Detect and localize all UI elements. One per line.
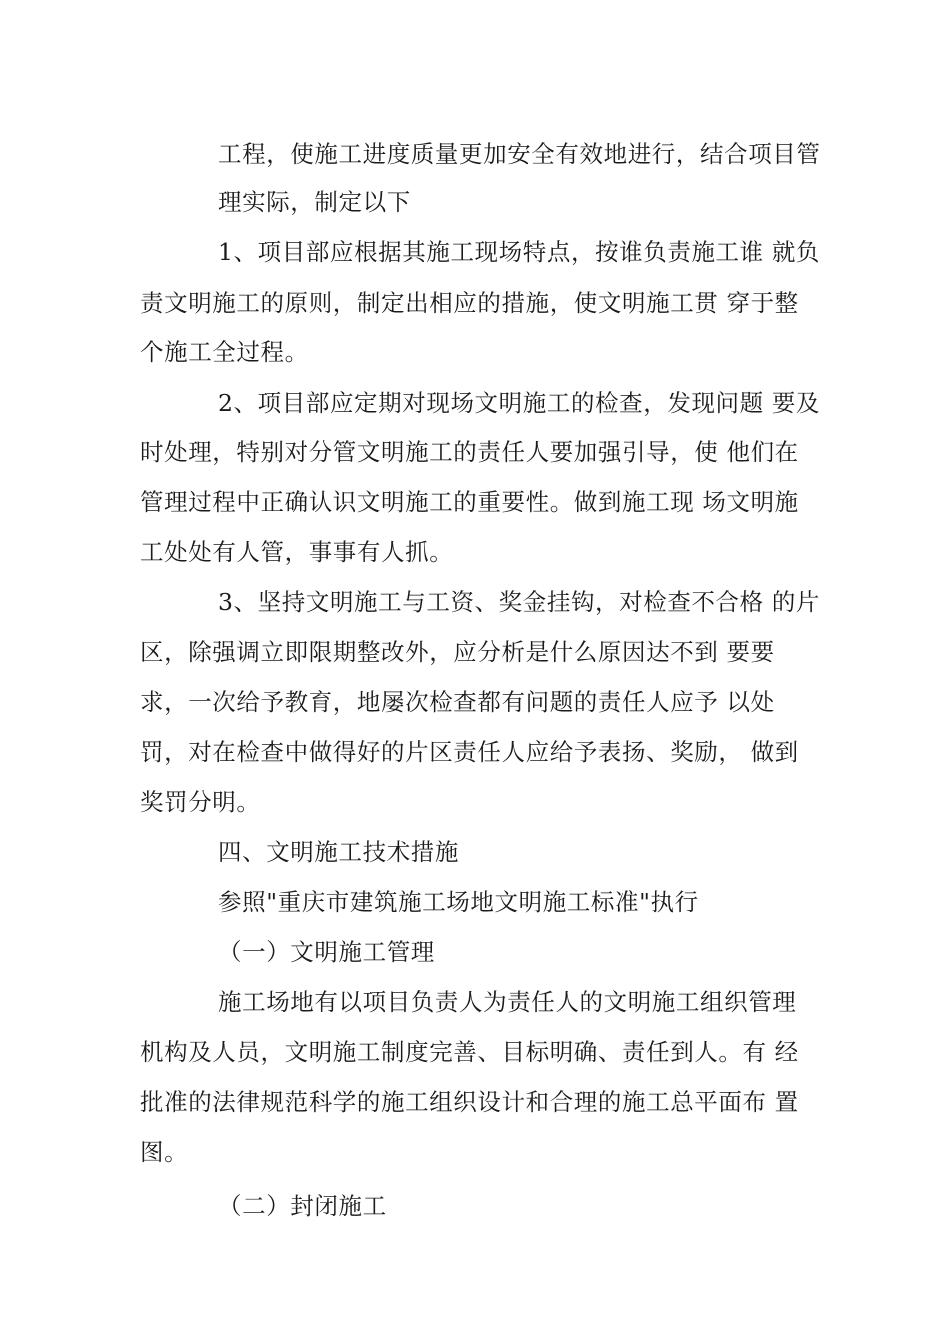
paragraph-2-line: 管理过程中正确认识文明施工的重要性。做到施工现 场文明施 <box>140 488 799 516</box>
paragraph-2-line: 工处处有人管，事事有人抓。 <box>140 538 454 566</box>
paragraph-4-line: 施工场地有以项目负责人为责任人的文明施工组织管理 <box>218 988 797 1016</box>
text-line: 工程，使施工进度质量更加安全有效地进行，结合项目管 <box>218 140 821 168</box>
paragraph-3-line: 奖罚分明。 <box>140 788 261 816</box>
paragraph-4-line: 机构及人员，文明施工制度完善、目标明确、责任到人。有 经 <box>140 1038 799 1066</box>
subsection-heading: （一）文明施工管理 <box>218 938 435 966</box>
paragraph-3-line: 罚，对在检查中做得好的片区责任人应给予表扬、奖励， 做到 <box>140 738 799 766</box>
paragraph-1-line: 1、项目部应根据其施工现场特点，按谁负责施工谁 就负 <box>218 238 821 266</box>
subsection-heading: （二）封闭施工 <box>218 1192 387 1220</box>
paragraph-4-line: 批准的法律规范科学的施工组织设计和合理的施工总平面布 置 <box>140 1088 799 1116</box>
paragraph-2-line: 2、项目部应定期对现场文明施工的检查，发现问题 要及 <box>218 389 821 417</box>
paragraph-3-line: 求，一次给予教育，地屡次检查都有问题的责任人应予 以处 <box>140 688 775 716</box>
section-heading: 四、文明施工技术措施 <box>218 838 459 866</box>
paragraph-3-line: 区，除强调立即限期整改外，应分析是什么原因达不到 要要 <box>140 638 775 666</box>
paragraph-1-line: 个施工全过程。 <box>140 338 309 366</box>
paragraph-1-line: 责文明施工的原则，制定出相应的措施，使文明施工贯 穿于整 <box>140 289 799 317</box>
paragraph-4-line: 图。 <box>140 1138 189 1166</box>
text-line: 理实际，制定以下 <box>218 188 411 216</box>
paragraph-3-line: 3、坚持文明施工与工资、奖金挂钩，对检查不合格 的片 <box>218 588 821 616</box>
paragraph-2-line: 时处理，特别对分管文明施工的责任人要加强引导，使 他们在 <box>140 438 799 466</box>
reference-line: 参照"重庆市建筑施工场地文明施工标准"执行 <box>218 888 699 916</box>
